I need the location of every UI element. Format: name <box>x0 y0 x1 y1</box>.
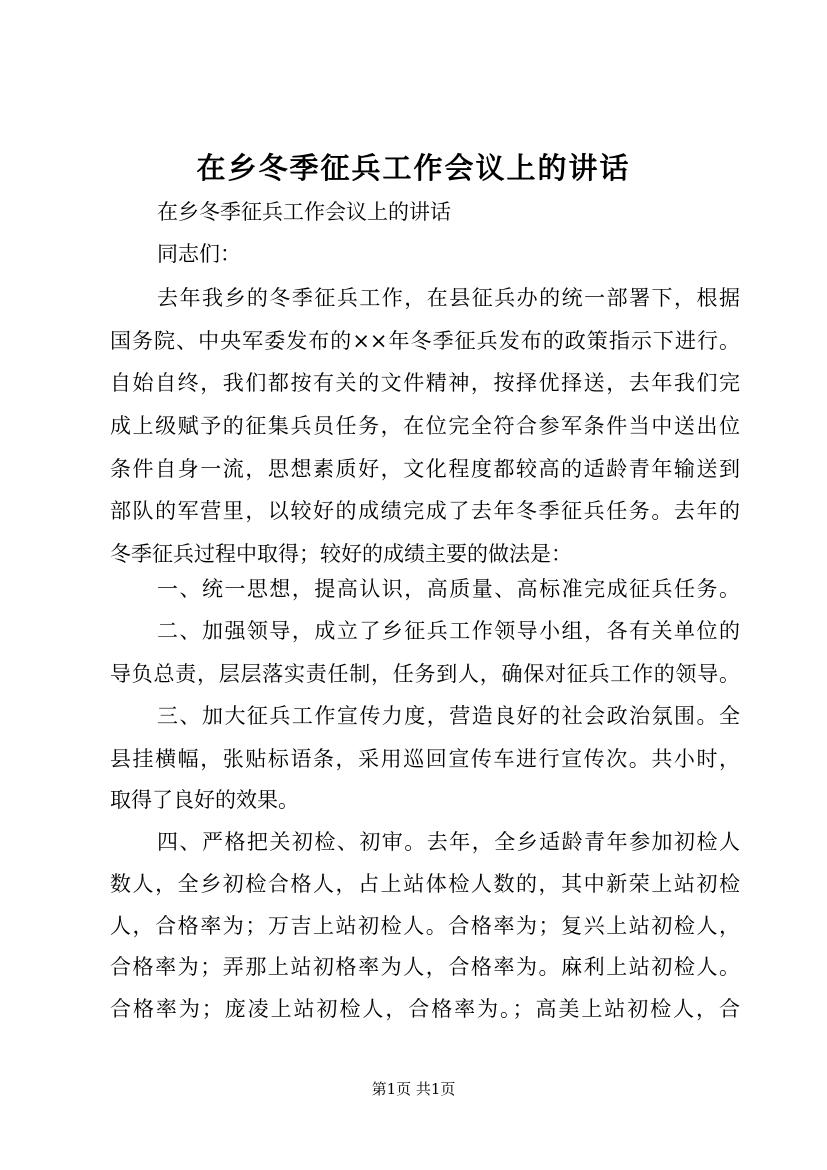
body-line: 国务院、中央军委发布的××年冬季征兵发布的政策指示下进行。 <box>110 329 740 353</box>
body-line: 二、加强领导，成立了乡征兵工作领导小组，各有关单位的 <box>157 619 740 643</box>
body-line: 部队的军营里，以较好的成绩完成了去年冬季征兵任务。去年的 <box>110 499 740 523</box>
body-line: 条件自身一流，思想素质好，文化程度都较高的适龄青年输送到 <box>110 457 740 481</box>
body-line: 人，合格率为；万吉上站初检人。合格率为；复兴上站初检人， <box>110 914 740 938</box>
page-number: 第1页 共1页 <box>371 1080 456 1098</box>
body-line: 数人，全乡初检合格人，占上站体检人数的，其中新荣上站初检 <box>110 872 740 896</box>
body-line: 一、统一思想，提高认识，高质量、高标准完成征兵任务。 <box>157 577 740 601</box>
body-line: 合格率为；庞凌上站初检人，合格率为。；高美上站初检人，合 <box>110 997 740 1021</box>
body-line: 导负总责，层层落实责任制，任务到人，确保对征兵工作的领导。 <box>110 662 740 686</box>
greeting: 同志们： <box>157 242 241 266</box>
body-line: 去年我乡的冬季征兵工作，在县征兵办的统一部署下，根据 <box>157 286 740 310</box>
body-line: 县挂横幅，张贴标语条，采用巡回宣传车进行宣传次。共小时， <box>110 747 740 771</box>
document-title: 在乡冬季征兵工作会议上的讲话 <box>196 151 631 185</box>
body-line: 冬季征兵过程中取得；较好的成绩主要的做法是： <box>110 542 572 566</box>
body-line: 合格率为；弄那上站初格率为人，合格率为。麻利上站初检人。 <box>110 955 740 979</box>
body-line: 成上级赋予的征集兵员任务，在位完全符合参军条件当中送出位 <box>110 414 740 438</box>
body-line: 三、加大征兵工作宣传力度，营造良好的社会政治氛围。全 <box>157 704 740 728</box>
document-subtitle: 在乡冬季征兵工作会议上的讲话 <box>157 200 451 224</box>
body-line: 取得了良好的效果。 <box>110 788 299 812</box>
body-line: 自始自终，我们都按有关的文件精神，按择优择送，去年我们完 <box>110 371 740 395</box>
body-line: 四、严格把关初检、初审。去年，全乡适龄青年参加初检人 <box>157 830 740 854</box>
